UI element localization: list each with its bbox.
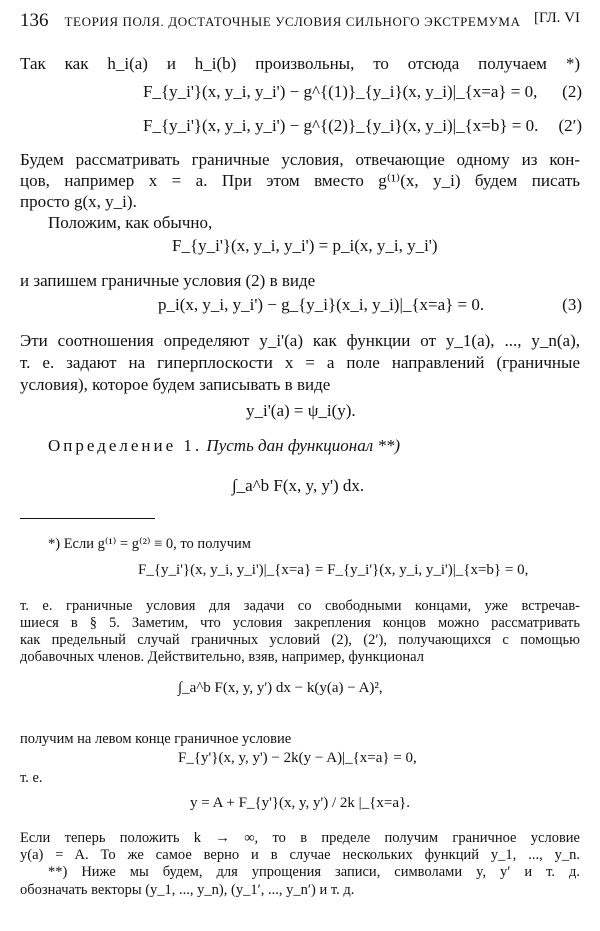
equation-label-3: (3) bbox=[562, 295, 582, 314]
equation-momentum: F_{y_i'}(x, y_i, y_i') = p_i(x, y_i, y_i') bbox=[172, 236, 438, 255]
footnote-line: как предельный случай граничных условий (2), (2′), получающихся с помощью bbox=[20, 632, 580, 648]
text-line: условия), которое будем записывать в виде bbox=[20, 375, 331, 394]
footnote-divider bbox=[20, 518, 155, 519]
definition-word: Определение 1. bbox=[48, 436, 203, 455]
footnote-line: т. е. bbox=[20, 770, 43, 786]
page-number: 136 bbox=[20, 10, 49, 31]
running-title: ТЕОРИЯ ПОЛЯ. ДОСТАТОЧНЫЕ УСЛОВИЯ СИЛЬНОГО ЭКСТРЕМУМА bbox=[64, 14, 521, 29]
text-line: т. е. задают на гиперплоскости x = a поле направлений (граничные bbox=[20, 353, 580, 372]
running-header bbox=[20, 10, 580, 32]
text-line: просто g(x, y_i). bbox=[20, 192, 137, 211]
footnote-line: добавочных членов. Действительно, взяв, например, функционал bbox=[20, 649, 424, 665]
footnote-line: *) Если g⁽¹⁾ = g⁽²⁾ ≡ 0, то получим bbox=[48, 536, 251, 552]
footnote-line: шиеся в § 5. Заметим, что условия закрепления концов можно рассматривать bbox=[20, 615, 580, 631]
text-line: Так как h_i(a) и h_i(b) произвольны, то отсюда получаем *) bbox=[20, 54, 580, 73]
footnote-equation: ∫_a^b F(x, y, y') dx − k(y(a) − A)², bbox=[178, 680, 383, 696]
footnote-line: обозначать векторы (y_1, ..., y_n), (y_1′, ..., y_n′) и т. д. bbox=[20, 882, 355, 898]
equation-integral: ∫_a^b F(x, y, y') dx. bbox=[232, 476, 365, 495]
footnote-line: y(a) = A. То же самое верно и в случае нескольких функций y_1, ..., y_n. bbox=[20, 847, 580, 863]
footnote-line: т. е. граничные условия для задачи со свободными концами, уже встречав- bbox=[20, 598, 580, 614]
footnote-line: Если теперь положить k → ∞, то в пределе получим граничное условие bbox=[20, 830, 580, 846]
equation-2-prime: F_{y_i'}(x, y_i, y_i') − g^{(2)}_{y_i}(x, y_i)|_{x=b} = 0. bbox=[143, 116, 539, 135]
footnote-equation: F_{y_i'}(x, y_i, y_i')|_{x=a} = F_{y_i'}(x, y_i, y_i')|_{x=b} = 0, bbox=[138, 562, 529, 578]
equation-3: p_i(x, y_i, y_i') − g_{y_i}(x_i, y_i)|_{x=a} = 0. bbox=[158, 295, 485, 314]
footnote-line: получим на левом конце граничное условие bbox=[20, 731, 292, 747]
equation-label-2: (2) bbox=[562, 82, 582, 101]
chapter-label: [ГЛ. VI bbox=[533, 10, 580, 26]
footnote-equation: y = A + F_{y'}(x, y, y') / 2k |_{x=a}. bbox=[190, 795, 410, 811]
equation-2: F_{y_i'}(x, y_i, y_i') − g^{(1)}_{y_i}(x, y_i)|_{x=a} = 0, bbox=[143, 82, 538, 101]
footnote-line: **) Ниже мы будем, для упрощения записи, символами y, y′ и т. д. bbox=[48, 864, 580, 880]
text-line: Будем рассматривать граничные условия, отвечающие одному из кон- bbox=[20, 150, 580, 169]
text-line: цов, например x = a. При этом вместо g⁽¹⁾(x, y_i) будем писать bbox=[20, 171, 580, 190]
footnote-equation: F_{y'}(x, y, y') − 2k(y − A)|_{x=a} = 0, bbox=[178, 750, 417, 766]
equation-label-2-prime: (2′) bbox=[558, 116, 582, 135]
text-line: Положим, как обычно, bbox=[48, 213, 213, 232]
definition-text: Пусть дан функционал **) bbox=[206, 436, 401, 455]
definition-line bbox=[48, 436, 400, 456]
text-line: Эти соотношения определяют y_i'(a) как функции от y_1(a), ..., y_n(a), bbox=[20, 331, 580, 350]
equation-psi: y_i'(a) = ψ_i(y). bbox=[246, 401, 356, 420]
text-line: и запишем граничные условия (2) в виде bbox=[20, 271, 316, 290]
